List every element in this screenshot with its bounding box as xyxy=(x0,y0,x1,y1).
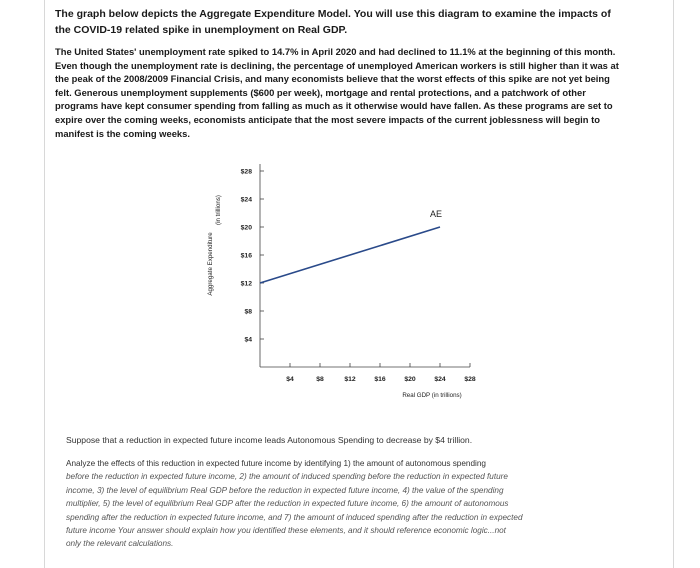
x-tick-label: $28 xyxy=(464,376,476,383)
analyze-line-4: multiplier, 5) the level of equilibrium Real GDP after the reduction in expected future income, 6) the amount of autonomous xyxy=(66,499,509,509)
intro-text: The graph below depicts the Aggregate Expenditure Model. You will use this diagram to examine the impacts of the COVID-19 related spike in unemployment on Real GDP. xyxy=(55,8,611,36)
x-tick-label: $4 xyxy=(286,376,294,383)
y-tick-label: $24 xyxy=(240,196,252,204)
x-tick-label: $12 xyxy=(344,376,356,383)
context-paragraph: The United States' unemployment rate spiked to 14.7% in April 2020 and had declined to 11.1% at the beginning of this month. Even though the unemployment rate is declining, the percentage of unemployed American workers is still higher than it was at the peak of the 2008/2009 Financial Crisis, and many economists believe that the worst effects of this spike are not yet being felt. Generous unemployment supplements ($600 per week), mortgage and rental protections, and a patchwork of other programs have kept consumer spending from falling as much as it otherwise would have fallen. As these programs are set to expire over the coming weeks, economists anticipate that the most severe impacts of the current joblessness will begin to manifest is the coming weeks. xyxy=(55,46,619,139)
analyze-line-2: before the reduction in expected future income, 2) the amount of induced spending before the reduction in expected future xyxy=(66,472,508,482)
y-axis-units: (in trillions) xyxy=(215,195,222,225)
analyze-line-7: only the relevant calculations. xyxy=(66,539,174,549)
y-tick-label: $20 xyxy=(240,224,252,232)
ae-chart xyxy=(200,160,490,420)
x-tick-label: $24 xyxy=(434,376,446,383)
analyze-line-5: spending after the reduction in expected future income, and 7) the amount of induced spending after the reduction in expected xyxy=(66,512,523,522)
x-ticks xyxy=(286,363,476,383)
question-text: Suppose that a reduction in expected future income leads Autonomous Spending to decrease by $4 trillion. xyxy=(66,435,473,445)
analyze-line-3: income, 3) the level of equilibrium Real GDP before the reduction in expected future income, 4) the value of the spending xyxy=(66,485,504,495)
ae-line-label: AE xyxy=(429,209,443,219)
y-tick-label: $16 xyxy=(240,252,252,260)
x-tick-label: $8 xyxy=(316,376,324,383)
y-tick-label: $12 xyxy=(240,280,252,288)
y-tick-label: $28 xyxy=(240,168,252,176)
ae-line xyxy=(260,227,440,283)
y-axis-title xyxy=(207,195,222,296)
y-tick-label: $8 xyxy=(244,308,252,316)
analyze-instructions xyxy=(66,457,626,551)
x-tick-label: $16 xyxy=(374,376,386,383)
y-ticks xyxy=(241,169,264,344)
x-tick-label: $20 xyxy=(404,376,416,383)
analyze-line-6: future income Your answer should explain how you identified these elements, and it should reference economic logic...not xyxy=(66,526,506,536)
y-tick-label: $4 xyxy=(244,336,252,344)
analyze-line-1: Analyze the effects of this reduction in expected future income by identifying 1) the amount of autonomous spending xyxy=(66,459,486,468)
x-axis-label: Real GDP (in trillions) xyxy=(402,392,462,399)
y-axis-label: Aggregate Expenditure xyxy=(207,232,214,296)
